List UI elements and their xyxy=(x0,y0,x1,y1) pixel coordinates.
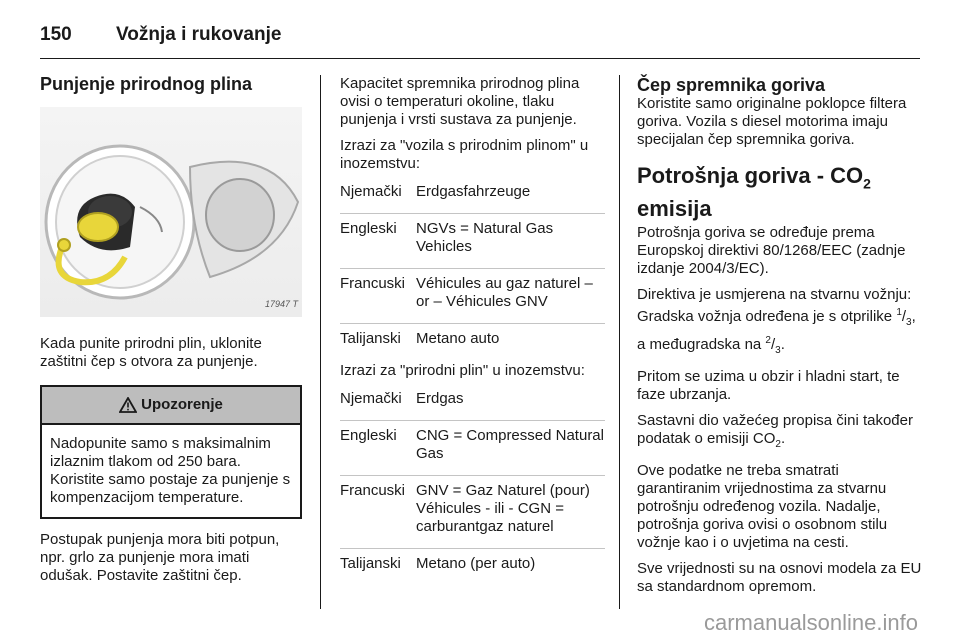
term-cell: NGVs = Natural Gas Vehicles xyxy=(416,214,605,269)
lang-cell: Francuski xyxy=(340,269,416,324)
text-run: , a međugradska na xyxy=(637,308,916,354)
term-cell: Metano (per auto) xyxy=(416,549,605,586)
vehicle-terms-table xyxy=(340,183,605,360)
sub-heading: Čep spremnika goriva xyxy=(637,75,826,95)
watermark: carmanualsonline.info xyxy=(703,610,918,635)
column-right xyxy=(637,75,922,596)
gas-terms-table xyxy=(340,390,605,585)
table-row xyxy=(340,324,605,361)
lang-cell: Talijanski xyxy=(340,549,416,586)
term-cell: Véhicules au gaz naturel – or – Véhicules GNV xyxy=(416,269,605,324)
fraction-num: 2 xyxy=(765,335,771,347)
table-row xyxy=(340,476,605,549)
lang-cell: Engleski xyxy=(340,421,416,476)
paragraph: Koristite samo originalne poklopce filtera goriva. Vozila s diesel motorima imaju specijalan čep spremnika goriva. xyxy=(637,95,907,148)
column-left xyxy=(40,75,302,585)
warning-title: Upozorenje xyxy=(141,396,223,413)
heading-text: Potrošnja goriva - CO xyxy=(637,163,864,188)
table-row xyxy=(340,549,605,586)
cng-filler-illustration xyxy=(40,107,302,317)
lang-cell: Engleski xyxy=(340,214,416,269)
section-heading xyxy=(637,163,922,222)
paragraph: Kapacitet spremnika prirodnog plina ovisi o temperaturi okoline, tlaku punjenja i vrsti sustava za punjenje. xyxy=(340,75,580,128)
term-cell: CNG = Compressed Natural Gas xyxy=(416,421,605,476)
image-code: 17947 T xyxy=(264,299,298,309)
table-row xyxy=(340,269,605,324)
paragraph: Kada punite prirodni plin, uklonite zaštitni čep s otvora za punjenje. xyxy=(40,335,262,370)
paragraph: Potrošnja goriva se određuje prema Europskoj direktivi 80/1268/EEC (zadnje izdanje 2004/3/EC). xyxy=(637,224,906,278)
lang-cell: Njemački xyxy=(340,390,402,407)
heading-text: emisija xyxy=(637,196,712,222)
heading-subscript: 2 xyxy=(863,175,871,192)
text-run: . xyxy=(780,336,785,354)
term-cell: Erdgasfahrzeuge xyxy=(416,183,531,200)
table-row xyxy=(340,390,605,421)
table-row xyxy=(340,214,605,269)
paragraph: Postupak punjenja mora biti potpun, npr. grlo za punjenje mora imati odušak. Postavite zaštitni čep. xyxy=(40,531,280,584)
term-cell: Metano auto xyxy=(416,324,605,361)
paragraph: Izrazi za "prirodni plin" u inozemstvu: xyxy=(340,362,585,379)
page-header xyxy=(40,18,920,59)
paragraph: Sve vrijednosti su na osnovi modela za EU sa standardnom opremom. xyxy=(637,560,922,596)
term-cell: Erdgas xyxy=(416,390,464,407)
lang-cell: Francuski xyxy=(340,476,416,549)
page-title: Vožnja i rukovanje xyxy=(116,24,282,45)
page-number: 150 xyxy=(40,24,72,45)
column-middle xyxy=(340,75,605,585)
text-run: . xyxy=(780,430,786,448)
warning-box xyxy=(40,385,302,519)
paragraph: Ove podatke ne treba smatrati garantiranim vrijednostima za stvarnu potrošnju određenog vozila. Nadalje, potrošnja goriva ovisi o osobnom stilu vožnje kao i o uvjetima na cesti. xyxy=(637,462,888,552)
table-row xyxy=(340,183,605,214)
paragraph: Pritom se uzima u obzir i hladni start, te faze ubrzanja. xyxy=(637,368,900,404)
fraction-den: 3 xyxy=(775,345,781,357)
text-run: Sastavni dio važećeg propisa čini također podatak o emisiji CO xyxy=(637,412,913,448)
column-divider xyxy=(320,75,321,609)
paragraph: Direktiva je usmjerena na stvarnu vožnju: Gradska vožnja određena je s otprilike $^1/_3$, a međugradska na $^2/_3$. xyxy=(637,286,916,357)
lang-cell: Talijanski xyxy=(340,324,416,361)
warning-header xyxy=(42,387,300,425)
paragraph: Izrazi za "vozila s prirodnim plinom" u inozemstvu: xyxy=(340,137,589,172)
section-heading: Punjenje prirodnog plina xyxy=(40,74,253,94)
fraction-den: 3 xyxy=(906,317,912,329)
table-row xyxy=(340,421,605,476)
column-divider xyxy=(619,75,620,609)
term-cell: GNV = Gaz Naturel (pour) Véhicules - ili - CGN = carburantgaz naturel xyxy=(416,476,605,549)
fuel-filler-photo xyxy=(40,107,302,317)
warning-triangle-icon xyxy=(119,397,137,413)
subscript: 2 xyxy=(775,439,781,451)
text-run: Direktiva je usmjerena na stvarnu vožnju: Gradska vožnja određena je s otprilike xyxy=(637,286,912,326)
paragraph xyxy=(637,412,922,454)
fraction-num: 1 xyxy=(896,307,902,319)
warning-text: Nadopunite samo s maksimalnim izlaznim tlakom od 250 bara. Koristite samo postaje za punjenje s kompenzacijom temperature. xyxy=(50,435,291,506)
lang-cell: Njemački xyxy=(340,183,402,200)
